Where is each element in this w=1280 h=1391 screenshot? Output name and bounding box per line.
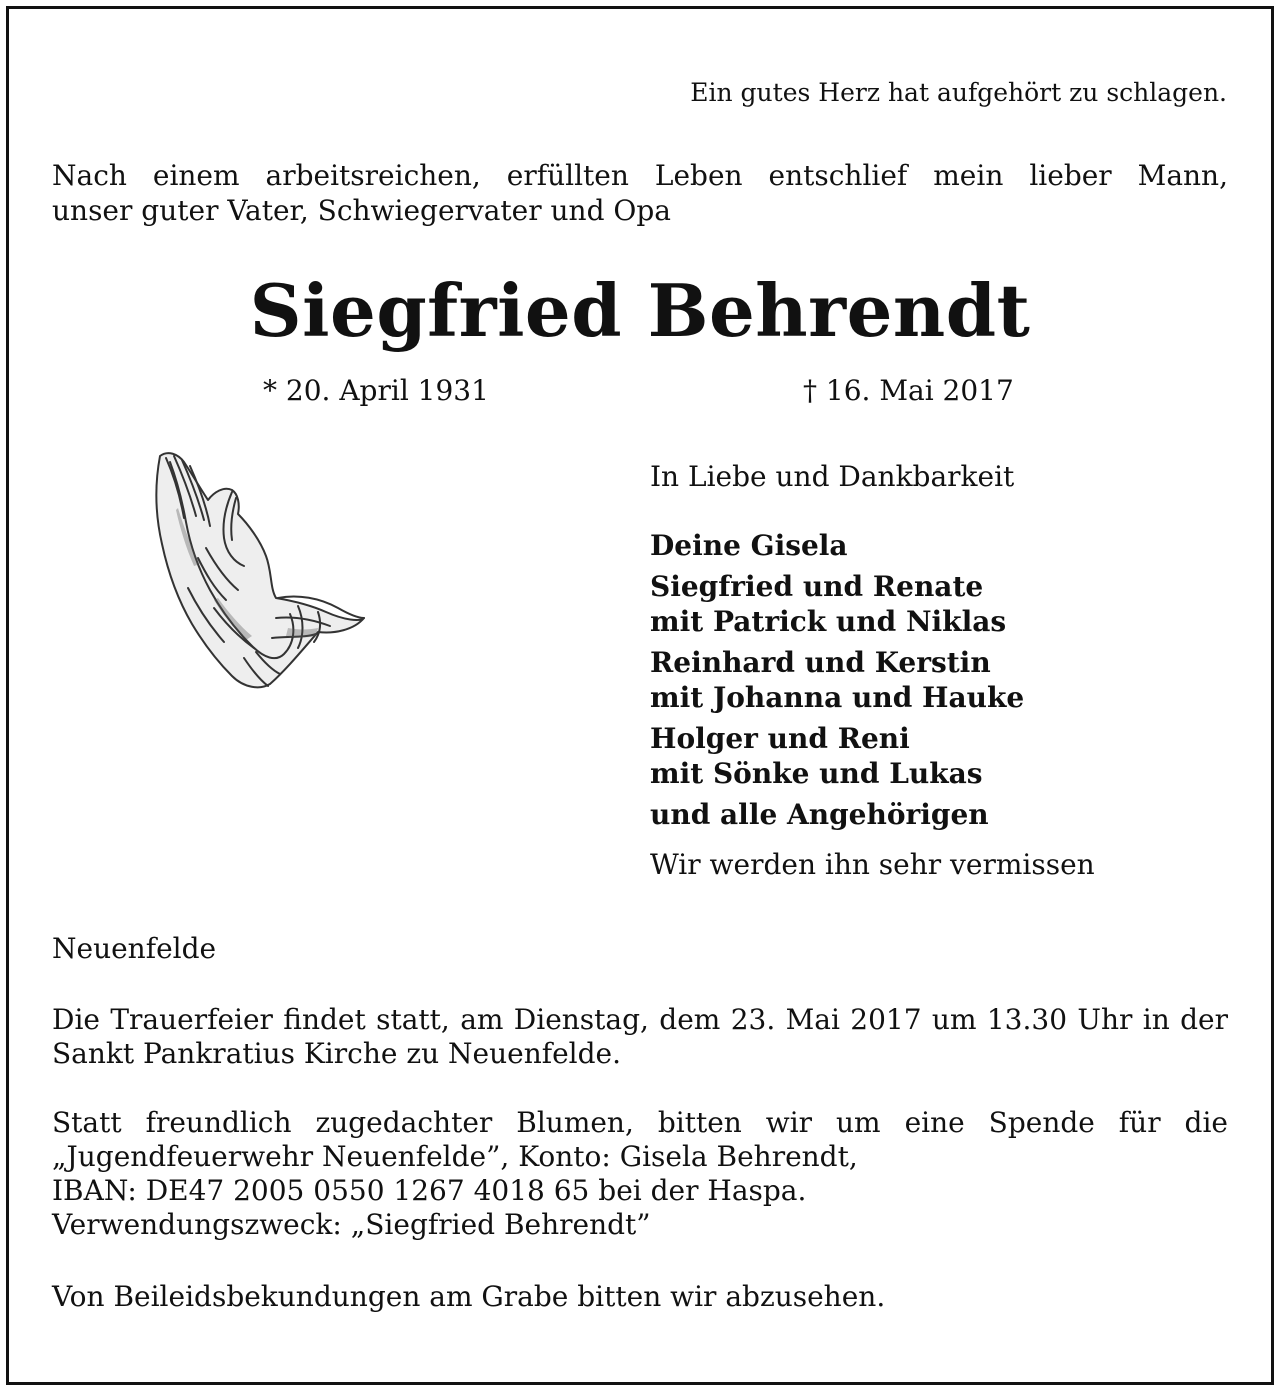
closing-line: Von Beileidsbekundungen am Grabe bitten wir abzusehen. bbox=[52, 1280, 886, 1313]
family-line: Holger und Reni bbox=[650, 722, 910, 755]
family-line: mit Johanna und Hauke bbox=[650, 681, 1025, 714]
donation-line-1: Statt freundlich zugedachter Blumen, bitten wir um eine Spende für die bbox=[52, 1106, 1228, 1139]
family-line: mit Patrick und Niklas bbox=[650, 605, 1007, 638]
motto: Ein gutes Herz hat aufgehört zu schlagen. bbox=[690, 78, 1227, 107]
ceremony-paragraph bbox=[52, 1003, 1228, 1071]
family-group bbox=[650, 797, 1024, 832]
donation-paragraph bbox=[52, 1106, 1228, 1242]
family-line: mit Sönke und Lukas bbox=[650, 757, 983, 790]
family-line: Deine Gisela bbox=[650, 529, 848, 562]
donation-line-4: Verwendungszweck: „Siegfried Behrendt” bbox=[52, 1208, 651, 1241]
donation-line-3: IBAN: DE47 2005 0550 1267 4018 65 bei der Haspa. bbox=[52, 1174, 807, 1207]
ceremony-line-2: Sankt Pankratius Kirche zu Neuenfelde. bbox=[52, 1037, 622, 1070]
death-date: † 16. Mai 2017 bbox=[803, 374, 1014, 407]
dedication: In Liebe und Dankbarkeit bbox=[650, 460, 1015, 493]
family-line: und alle Angehörigen bbox=[650, 798, 989, 831]
family-list bbox=[650, 528, 1024, 838]
family-line: Siegfried und Renate bbox=[650, 570, 984, 603]
family-group bbox=[650, 569, 1024, 639]
praying-hands-icon bbox=[148, 448, 368, 693]
family-group bbox=[650, 721, 1024, 791]
farewell-line: Wir werden ihn sehr vermissen bbox=[650, 848, 1095, 881]
donation-line-2: „Jugendfeuerwehr Neuenfelde”, Konto: Gisela Behrendt, bbox=[52, 1140, 858, 1173]
family-line: Reinhard und Kerstin bbox=[650, 646, 991, 679]
place-name: Neuenfelde bbox=[52, 932, 217, 965]
intro-line-2: unser guter Vater, Schwiegervater und Opa bbox=[52, 194, 671, 227]
intro-text bbox=[52, 158, 1228, 228]
deceased-name: Siegfried Behrendt bbox=[249, 268, 1031, 353]
family-group bbox=[650, 528, 1024, 563]
intro-line-1: Nach einem arbeitsreichen, erfüllten Leben entschlief mein lieber Mann, bbox=[52, 159, 1228, 192]
family-group bbox=[650, 645, 1024, 715]
birth-date: * 20. April 1931 bbox=[263, 374, 489, 407]
ceremony-line-1: Die Trauerfeier findet statt, am Dienstag, dem 23. Mai 2017 um 13.30 Uhr in der bbox=[52, 1003, 1228, 1036]
